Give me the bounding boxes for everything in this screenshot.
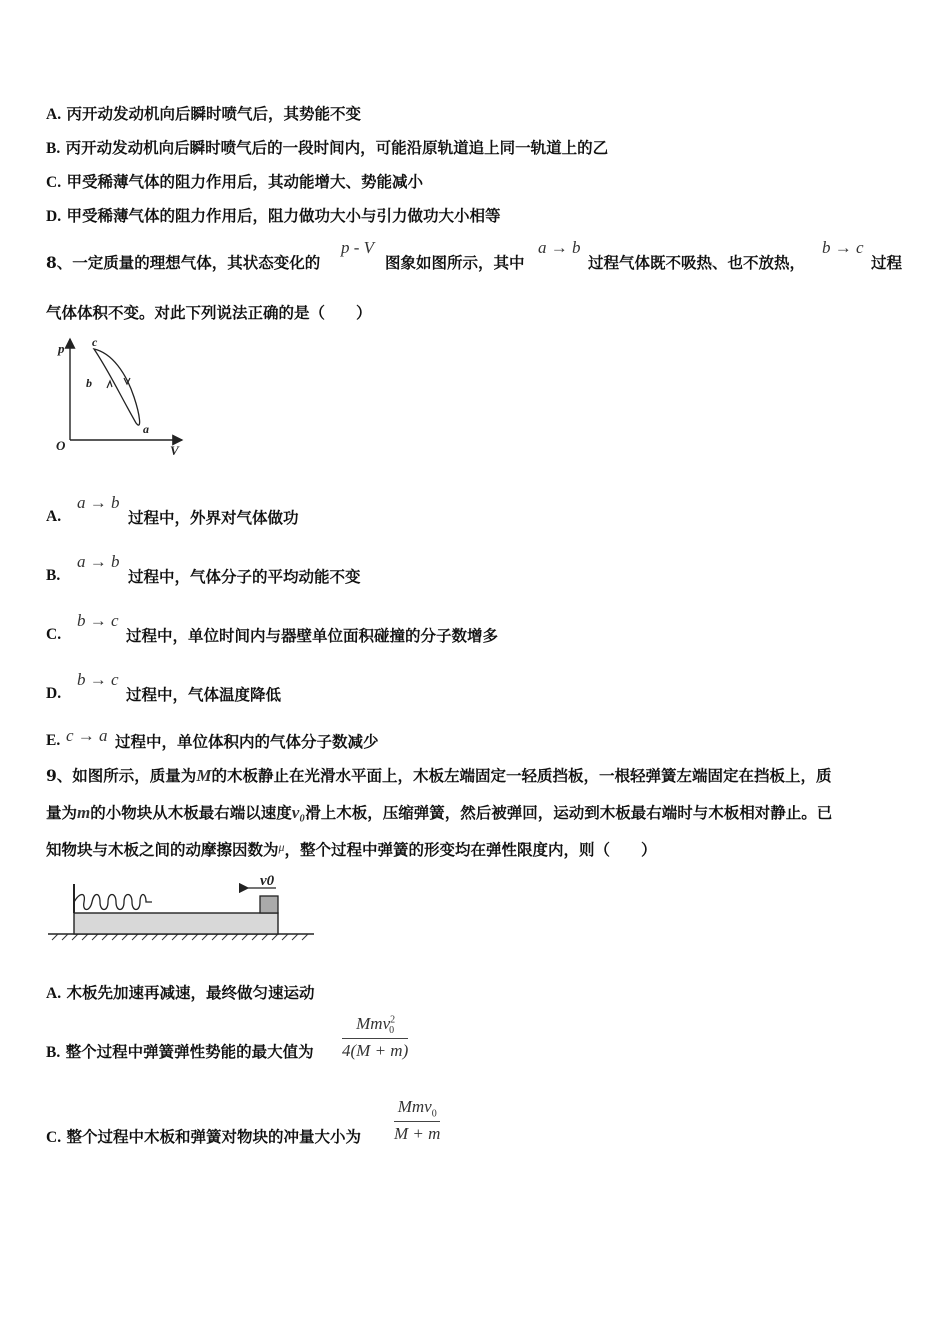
fraction-impulse — [394, 1097, 440, 1144]
option-label: C. — [46, 174, 62, 191]
fraction-max-elastic-energy — [342, 1014, 408, 1061]
option-label: A. — [46, 985, 62, 1002]
option-label: A. — [46, 508, 62, 525]
stem-text: 过程 — [871, 253, 903, 272]
option-text: 过程中，单位时间内与器壁单位面积碰撞的分子数增多 — [126, 626, 499, 645]
option-label: C. — [46, 626, 62, 643]
var-M: M — [196, 766, 212, 785]
axis-label-v: V — [170, 443, 179, 458]
option-text: 整个过程中木板和弹簧对物块的冲量大小为 — [66, 1127, 361, 1146]
option-label: B. — [46, 140, 61, 157]
q8-option-d — [46, 683, 61, 703]
q8-stem-line2: 气体体积不变。对此下列说法正确的是（ ） — [46, 303, 372, 322]
var-v0: v₀ — [291, 803, 306, 822]
math-bc: b → c — [822, 238, 864, 257]
wooden-board — [74, 913, 278, 934]
option-math: b → c — [77, 611, 119, 630]
cycle-arrow-left — [107, 381, 112, 388]
option-math: c → a — [66, 726, 108, 745]
option-label: B. — [46, 567, 61, 584]
fraction-numerator — [394, 1097, 440, 1122]
small-block — [260, 896, 278, 913]
option-text: 过程中，气体分子的平均动能不变 — [128, 567, 361, 586]
spring — [74, 895, 152, 910]
stem-text: 的木板静止在光滑水平面上，木板左端固定一轻质挡板，一根轻弹簧左端固定在挡板上，质 — [211, 766, 832, 785]
spring-board-diagram — [44, 868, 320, 960]
origin-label: O — [56, 438, 66, 453]
option-label: D. — [46, 685, 62, 702]
q8-option-b — [46, 565, 60, 585]
option-text: 过程中，单位体积内的气体分子数减少 — [115, 732, 379, 751]
stem-text: 的小物块从木板最右端以速度 — [90, 803, 292, 822]
q8-option-e — [46, 730, 60, 750]
stem-text: 一定质量的理想气体，其状态变化的 — [72, 253, 321, 272]
option-label: A. — [46, 106, 62, 123]
option-text: 丙开动发动机向后瞬时喷气后的一段时间内，可能沿原轨道追上同一轨道上的乙 — [65, 138, 609, 157]
q9-option-b — [46, 1040, 314, 1062]
math-ab: a → b — [538, 238, 581, 257]
option-label: C. — [46, 1129, 62, 1146]
num-text: Mmv — [397, 1097, 432, 1116]
q8-option-c — [46, 624, 61, 644]
num-sub: 0 — [389, 1025, 395, 1037]
var-mu: μ — [278, 840, 285, 854]
fraction-denominator: 4(M + m) — [342, 1041, 409, 1061]
stem-text: 滑上木板，压缩弹簧，然后被弹回，运动到木板最右端时与木板相对静止。已 — [305, 803, 833, 822]
option-text: 丙开动发动机向后瞬时喷气后，其势能不变 — [66, 104, 361, 123]
pv-diagram — [50, 333, 190, 463]
stem-text: 图象如图所示，其中 — [385, 253, 525, 272]
stem-text: ，整个过程中弹簧的形变均在弹性限度内，则（ ） — [284, 840, 657, 859]
var-m: m — [77, 803, 91, 822]
option-text: 过程中，气体温度降低 — [126, 685, 282, 704]
option-math: a → b — [77, 493, 120, 512]
fraction-denominator: M + m — [394, 1124, 441, 1144]
stem-text: 量为 — [46, 803, 78, 822]
option-label: E. — [46, 732, 61, 749]
num-text: Mmv — [356, 1014, 391, 1033]
q9-stem-line2 — [46, 801, 832, 823]
q8-option-a — [46, 506, 61, 526]
option-label: D. — [46, 208, 62, 225]
option-label: B. — [46, 1044, 61, 1061]
num-sup: 2 — [390, 1014, 396, 1026]
option-text: 过程中，外界对气体做功 — [128, 508, 299, 527]
question-number: 8、 — [46, 253, 73, 272]
velocity-label: v0 — [260, 873, 275, 889]
option-text: 甲受稀薄气体的阻力作用后，其动能增大、势能减小 — [66, 172, 423, 191]
option-text: 甲受稀薄气体的阻力作用后，阻力做功大小与引力做功大小相等 — [66, 206, 501, 225]
option-math: a → b — [77, 552, 120, 571]
num-sub: 0 — [431, 1108, 437, 1120]
point-label-c: c — [92, 335, 98, 349]
q7-option-b — [46, 136, 608, 158]
q9-stem-line1 — [46, 764, 831, 786]
ground-hatching — [52, 934, 308, 940]
stem-text: 知物块与木板之间的动摩擦因数为 — [46, 840, 279, 859]
point-label-a: a — [143, 422, 149, 436]
option-text: 整个过程中弹簧弹性势能的最大值为 — [65, 1042, 314, 1061]
axis-label-p: p — [58, 341, 65, 356]
cycle-curve — [94, 349, 140, 425]
q7-option-c — [46, 170, 423, 192]
q7-option-d — [46, 204, 501, 226]
option-math: b → c — [77, 670, 119, 689]
stem-text: 过程气体既不吸热、也不放热， — [588, 253, 806, 272]
option-text: 木板先加速再减速，最终做匀速运动 — [66, 983, 315, 1002]
question-number: 9、 — [46, 766, 73, 785]
q9-stem-line3 — [46, 838, 657, 860]
q9-option-a — [46, 981, 315, 1003]
stem-text: 如图所示，质量为 — [72, 766, 197, 785]
q8-stem-line1 — [46, 251, 320, 273]
math-pv: p - V — [341, 238, 375, 257]
q7-option-a — [46, 102, 361, 124]
q9-option-c — [46, 1125, 361, 1147]
point-label-b: b — [86, 376, 92, 390]
fraction-numerator — [342, 1014, 408, 1039]
